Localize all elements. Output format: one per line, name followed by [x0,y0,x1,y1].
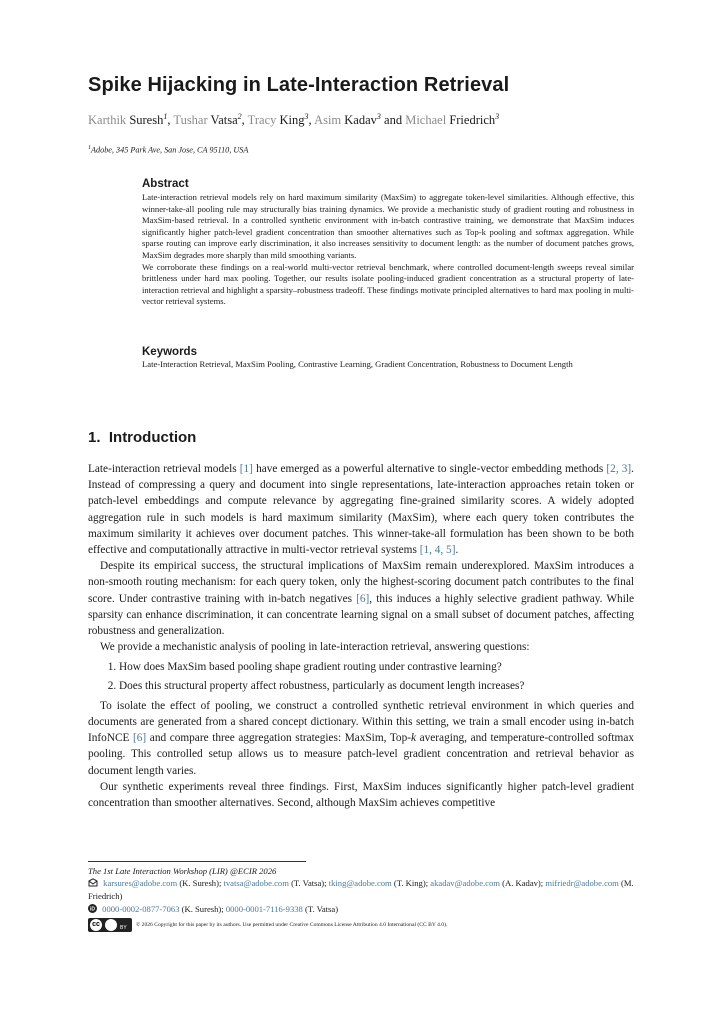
abstract-paragraph-2: We corroborate these findings on a real-world multi-vector retrieval benchmark, where controlled document-length sweeps reveal similar brittleness under hard max pooling. Together, our results isolate pooling-induced gradient concentration as a structural property of late-interaction retrieval and highlight a sparsity–robustness tradeoff. These findings motivate principled alternatives to hard max pooling in multi-vector retrieval systems. [142,261,634,307]
email-link[interactable]: tking@adobe.com [328,878,392,889]
section-number: 1. [88,429,101,446]
citation-link[interactable]: [2, 3] [606,463,632,475]
keywords-text: Late-Interaction Retrieval, MaxSim Pooling, Contrastive Learning, Gradient Concentration, Robustness to Document Length [142,359,573,369]
email-icon [88,878,98,890]
abstract [142,178,634,308]
intro-paragraph-2: Despite its empirical success, the structural implications of MaxSim remain underexplored. MaxSim introduces a non-smooth routing mechanism: for each query token, only the highest-scoring document patch contributes to the final score. Under contrastive training with in-batch negatives [6], this induces a highly selective gradient pathway. While sparsity can enhance discrimination, it can concentrate learning signal on a small subset of document patches, affecting robustness and generalization. [88,560,634,638]
citation-link[interactable]: [1] [239,463,253,475]
research-question-2: 2. Does this structural property affect robustness, particularly as document length increases? [119,678,634,694]
email-link[interactable]: akadav@adobe.com [430,878,500,889]
footnote-rule [88,861,306,862]
abstract-heading: Abstract [142,178,189,190]
by-badge-text: BY [120,924,127,931]
citation-link[interactable]: [1, 4, 5] [419,544,456,557]
keywords [142,346,634,371]
author-family-name: Friedrich [449,113,496,128]
author-given-name: Tushar [173,113,211,128]
intro-paragraph-5: Our synthetic experiments reveal three findings. First, MaxSim induces significantly higher patch-level gradient concentration than smoother alternatives. Second, although MaxSim achieves competitive [88,780,634,810]
email-line [88,877,634,902]
license-text: © 2026 Copyright for this paper by its authors. Use permitted under Creative Commons License Attribution 4.0 International (CC BY 4.0). [136,921,448,928]
author-family-name: King [279,113,305,128]
author-family-name: Vatsa [210,113,238,128]
email-owner: (T. King); [391,878,431,889]
email-owner: (A. Kadav); [499,878,546,889]
attribution-person-icon [105,919,117,931]
author-affiliation-mark: 2 [237,112,242,121]
section-heading [88,429,196,446]
footnote [88,865,634,932]
orcid-icon [88,904,97,916]
orcid-link[interactable]: 0000-0001-7116-9338 [225,903,303,914]
affiliation-mark: 1 [88,145,91,151]
orcid-link[interactable]: 0000-0002-0877-7063 [102,903,180,914]
paper-title: Spike Hijacking in Late-Interaction Retrieval [88,74,510,96]
author-family-name: Kadav [344,113,377,128]
email-owner: (T. Vatsa); [288,878,329,889]
affiliation [88,145,248,155]
author-list: Karthik Suresh$^1$, Tushar Vatsa$^2$, Tracy King$^3$, Asim Kadav$^3$ and Michael Friedrich$^3$ [88,112,500,128]
author-given-name: Asim [314,113,345,128]
author-affiliation-mark: 3 [376,112,381,121]
intro-paragraph-3: We provide a mechanistic analysis of pooling in late-interaction retrieval, answering questions: [100,641,530,654]
orcid-line [88,903,634,916]
intro-paragraph-4: To isolate the effect of pooling, we construct a controlled synthetic retrieval environment in which queries and documents are generated from a shared concept dictionary. Within this setting, we train a small encoder using in-batch InfoNCE [6] and compare three aggregation strategies: MaxSim, Top-k averaging, and temperature-controlled softmax pooling. This controlled setup allows us to measure patch-level gradient concentration and retrieval behavior as document length varies. [88,699,634,777]
orcid-owner: (K. Suresh); [179,903,226,914]
italic-term: k [411,732,417,745]
intro-body [88,461,634,811]
orcid-owner: (T. Vatsa) [302,903,339,914]
email-owner: (K. Suresh); [177,878,224,889]
affiliation-text: Adobe, 345 Park Ave, San Jose, CA 95110, USA [91,145,249,155]
author-family-name: Suresh [129,113,164,128]
email-link[interactable]: tvatsa@adobe.com [223,878,289,889]
abstract-paragraph-1: Late-interaction retrieval models rely on hard maximum similarity (MaxSim) to aggregate token-level similarities. Although effective, this winner-take-all pooling rule may structurally bias training dynamics. We provide a mechanistic study of gradient routing and robustness in MaxSim-based retrieval. In a controlled synthetic environment with in-batch contrastive training, we demonstrate that MaxSim induces significantly higher patch-level gradient concentration than smoother alternatives such as Top-k pooling and softmax aggregation. While sparse routing can improve early discrimination, it also increases sensitivity to document length: as the number of document patches grows, MaxSim degrades more sharply than mild smoothing variants. [142,192,634,260]
author-given-name: Tracy [247,113,280,128]
author-given-name: Karthik [88,113,130,128]
cc-by-license-icon [88,918,132,932]
research-questions [88,659,634,693]
author-affiliation-mark: 3 [495,112,500,121]
venue [88,865,634,877]
email-link[interactable]: karsures@adobe.com [103,878,178,889]
citation-link[interactable]: [6] [133,732,147,745]
cc-badge-text: cc [90,919,102,931]
intro-paragraph-1: Late-interaction retrieval models [1] have emerged as a powerful alternative to single-vector embedding methods [2, 3]. Instead of compressing a query and document into single representations, late-interaction approaches retain token or patch-level embeddings and compute relevance by aggregating fine-grained similarity scores. A widely adopted aggregation rule in such models is hard maximum similarity (MaxSim), where each query token contributes the maximum similarity it achieves over document patches. This winner-take-all formulation has been shown to be both effective and computationally attractive in multi-vector retrieval systems [1, 4, 5]. [88,463,634,557]
author-affiliation-mark: 3 [304,112,309,121]
license-line [88,918,634,932]
author-affiliation-mark: 1 [163,112,168,121]
email-owner: (M. Friedrich) [88,878,634,902]
section-title: Introduction [108,429,197,446]
author-given-name: Michael [405,113,450,128]
citation-link[interactable]: [6] [356,592,370,605]
venue-text: The 1st Late Interaction Workshop (LIR) @ECIR 2026 [88,866,277,876]
keywords-heading: Keywords [142,346,197,358]
email-link[interactable]: mifriedr@adobe.com [545,878,619,889]
research-question-1: 1. How does MaxSim based pooling shape gradient routing under contrastive learning? [119,659,634,675]
svg-text:iD: iD [90,906,95,913]
